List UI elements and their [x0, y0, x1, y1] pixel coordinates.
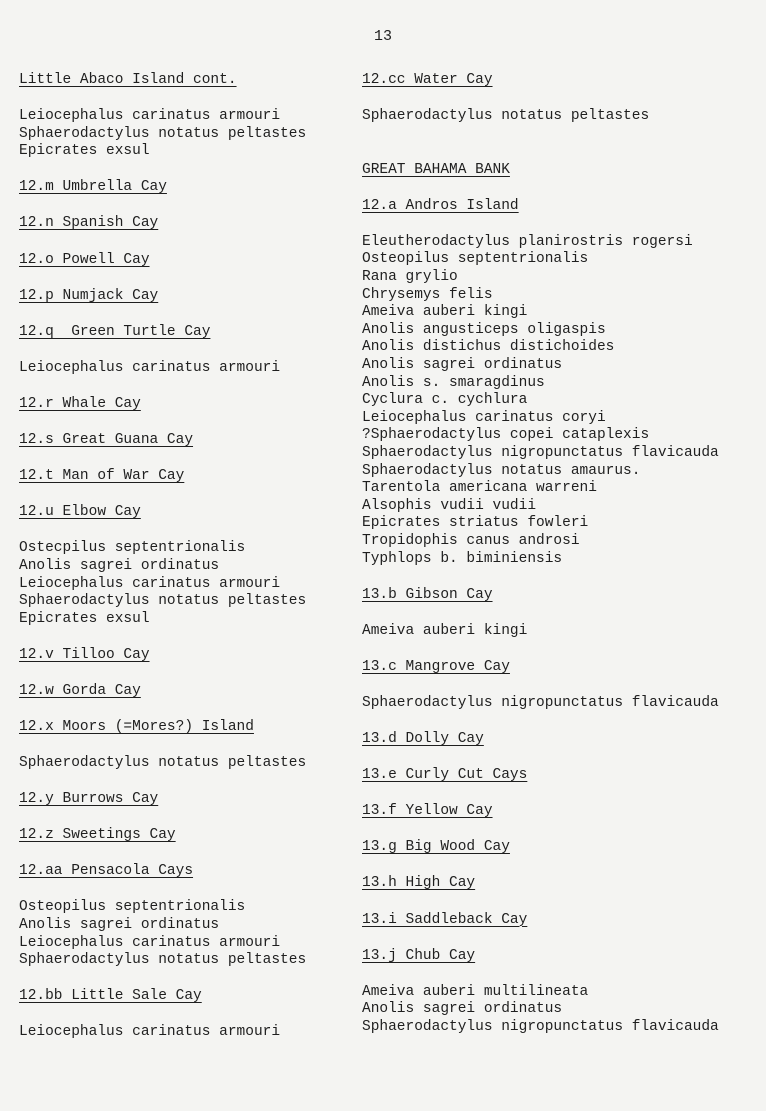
locality-entry	[19, 468, 399, 504]
locality-heading: 12.cc Water Cay	[362, 72, 493, 88]
locality-entry	[19, 215, 399, 251]
locality-entry	[19, 72, 399, 161]
species-name: Sphaerodactylus nigropunctatus flavicauda	[362, 694, 719, 711]
locality-entry	[19, 252, 399, 288]
locality-heading: 13.i Saddleback Cay	[362, 911, 528, 928]
species-name: Tarentola americana warreni	[362, 480, 597, 497]
locality-entry	[362, 875, 762, 911]
species-list	[362, 108, 762, 126]
locality-heading: 12.r Whale Cay	[19, 395, 141, 412]
right-column	[362, 72, 762, 1055]
species-name: Osteopilus septentrionalis	[19, 899, 246, 916]
species-name: Ameiva auberi kingi	[362, 304, 528, 321]
species-list	[362, 234, 762, 568]
species-name: Sphaerodactylus notatus peltastes	[19, 952, 307, 969]
left-column	[19, 72, 399, 1061]
species-name: Leiocephalus carinatus armouri	[19, 1024, 281, 1041]
locality-entry	[362, 803, 762, 839]
species-name: Epicrates striatus fowleri	[362, 515, 589, 532]
locality-entry	[362, 948, 762, 1037]
species-name: Anolis s. smaragdinus	[362, 374, 545, 391]
locality-entry	[19, 683, 399, 719]
locality-entry	[362, 767, 762, 803]
page-number: 13	[373, 28, 392, 45]
locality-heading: 13.d Dolly Cay	[362, 731, 484, 748]
locality-entry	[19, 504, 399, 628]
locality-entry	[19, 863, 399, 969]
species-name: Sphaerodactylus notatus peltastes	[19, 593, 307, 610]
species-name: Chrysemys felis	[362, 286, 493, 303]
locality-entry	[362, 839, 762, 875]
species-name: Leiocephalus carinatus coryi	[362, 409, 606, 426]
locality-entry	[19, 988, 399, 1042]
locality-entry	[362, 912, 762, 948]
locality-entry	[19, 791, 399, 827]
species-name: Sphaerodactylus notatus peltastes	[362, 108, 650, 125]
locality-heading: 12.w Gorda Cay	[19, 682, 141, 699]
locality-heading: 13.h High Cay	[362, 875, 476, 892]
locality-entry	[362, 72, 762, 126]
species-list	[19, 540, 399, 628]
species-name: Anolis distichus distichoides	[362, 339, 615, 356]
locality-heading: 12.m Umbrella Cay	[19, 179, 167, 196]
locality-entry	[19, 827, 399, 863]
species-name: Rana grylio	[362, 269, 458, 286]
species-list	[362, 984, 762, 1037]
locality-entry	[19, 396, 399, 432]
species-name: Leiocephalus carinatus armouri	[19, 575, 281, 592]
species-name: Tropidophis canus androsi	[362, 532, 580, 549]
species-name: Epicrates exsul	[19, 143, 150, 160]
species-name: Eleutherodactylus planirostris rogersi	[362, 233, 693, 250]
locality-heading: 12.n Spanish Cay	[19, 215, 159, 232]
species-name: Ostecpilus septentrionalis	[19, 540, 246, 557]
locality-heading: 13.f Yellow Cay	[362, 803, 493, 820]
locality-entry	[19, 647, 399, 683]
species-name: Ameiva auberi kingi	[362, 622, 528, 639]
species-name: Sphaerodactylus notatus amaurus.	[362, 462, 641, 479]
species-name: Leiocephalus carinatus armouri	[19, 934, 281, 951]
locality-heading: 13.e Curly Cut Cays	[362, 767, 528, 784]
species-name: Anolis sagrei ordinatus	[362, 1001, 563, 1018]
locality-entry	[19, 324, 399, 378]
species-name: Ameiva auberi multilineata	[362, 983, 589, 1000]
species-name: Sphaerodactylus nigropunctatus flavicauda	[362, 1018, 719, 1035]
locality-heading: 12.a Andros Island	[362, 197, 519, 214]
locality-heading: GREAT BAHAMA BANK	[362, 161, 510, 178]
locality-heading: 12.t Man of War Cay	[19, 468, 185, 485]
locality-entry	[362, 198, 762, 568]
species-name: Sphaerodactylus nigropunctatus flavicauda	[362, 445, 719, 461]
locality-heading: 12.q Green Turtle Cay	[19, 323, 211, 340]
locality-entry	[362, 731, 762, 767]
locality-heading: 13.j Chub Cay	[362, 947, 476, 964]
species-name: Leiocephalus carinatus armouri	[19, 108, 281, 125]
species-name: Leiocephalus carinatus armouri	[19, 359, 281, 376]
locality-heading: 12.o Powell Cay	[19, 251, 150, 268]
species-name: Sphaerodactylus notatus peltastes	[19, 125, 307, 142]
locality-heading: 12.s Great Guana Cay	[19, 432, 194, 449]
locality-entry	[19, 719, 399, 773]
species-name: Sphaerodactylus notatus peltastes	[19, 755, 307, 772]
locality-heading: 12.u Elbow Cay	[19, 504, 141, 521]
species-name: Anolis sagrei ordinatus	[19, 917, 220, 934]
locality-entry	[19, 179, 399, 215]
species-list	[19, 899, 399, 969]
species-name: Anolis sagrei ordinatus	[362, 357, 563, 374]
species-name: ?Sphaerodactylus copei cataplexis	[362, 427, 650, 444]
locality-heading: 12.z Sweetings Cay	[19, 827, 176, 844]
species-list	[19, 755, 399, 773]
locality-heading: 12.bb Little Sale Cay	[19, 988, 202, 1005]
species-name: Epicrates exsul	[19, 610, 150, 627]
species-name: Osteopilus septentrionalis	[362, 251, 589, 268]
locality-entry	[362, 587, 762, 641]
species-list	[19, 1024, 399, 1042]
locality-heading: 13.c Mangrove Cay	[362, 658, 510, 675]
locality-heading: 12.x Moors (=Mores?) Island	[19, 718, 254, 735]
locality-heading: 12.v Tilloo Cay	[19, 646, 150, 663]
species-name: Typhlops b. biminiensis	[362, 550, 563, 567]
locality-entry	[19, 288, 399, 324]
locality-heading: 12.y Burrows Cay	[19, 791, 159, 808]
species-list	[362, 623, 762, 641]
locality-heading: 12.p Numjack Cay	[19, 287, 159, 304]
locality-heading: 13.b Gibson Cay	[362, 586, 493, 603]
species-name: Anolis angusticeps oligaspis	[362, 321, 606, 338]
species-name: Cyclura c. cychlura	[362, 392, 528, 409]
locality-heading: Little Abaco Island cont.	[19, 72, 237, 88]
locality-heading: 12.aa Pensacola Cays	[19, 863, 194, 880]
species-list	[362, 695, 762, 713]
species-list	[19, 108, 399, 161]
locality-heading: 13.g Big Wood Cay	[362, 839, 510, 856]
locality-entry	[362, 162, 762, 198]
locality-entry	[362, 659, 762, 713]
species-name: Anolis sagrei ordinatus	[19, 557, 220, 574]
species-name: Alsophis vudii vudii	[362, 497, 537, 514]
species-list	[19, 360, 399, 378]
locality-entry	[19, 432, 399, 468]
